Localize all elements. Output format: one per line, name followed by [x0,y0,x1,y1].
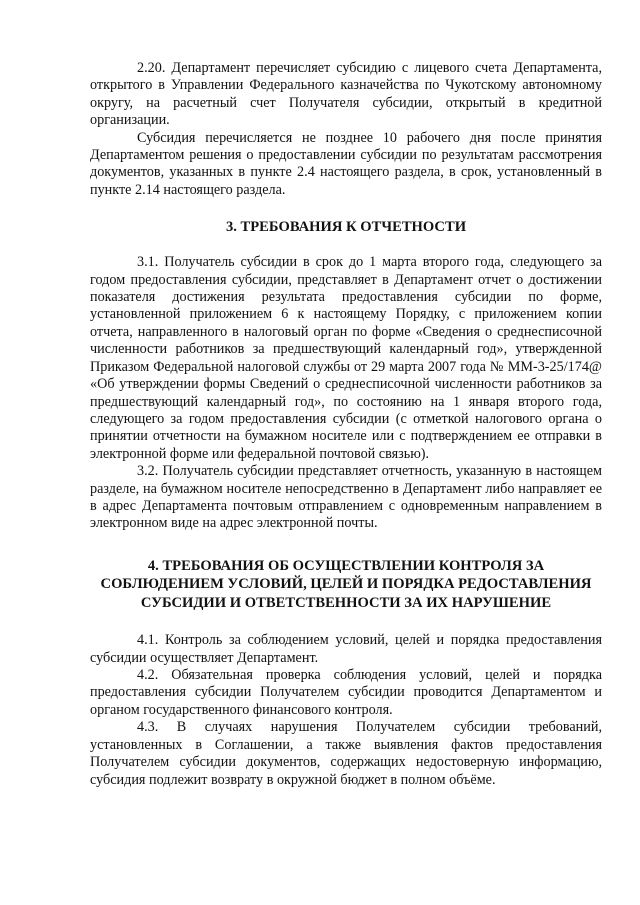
section-3-heading: 3. ТРЕБОВАНИЯ К ОТЧЕТНОСТИ [225,219,467,236]
paragraph-3-1: 3.1. Получатель субсидии в срок до 1 марта второго года, следующего за годом предоставления субсидии, представляет в Департамент отчет о достижении показателя достижения результата предоставления субсидии по форме, установленной приложением 6 к настоящему Порядку, с приложением копии отчета, направленного в налоговый орган по форме «Сведения о среднесписочной численности работников за предшествующий календарный год», утвержденной Приказом Федеральной налоговой службы от 29 марта 2007 года № ММ-3-25/174@ «Об утверждении формы Сведений о среднесписочной численности работников за предшествующий календарный год», по состоянию на 1 января второго года, следующего за годом предоставления субсидии (с отметкой налогового органа о принятии отчетности на бумажном носителе или с подтверждением ее отправки в электронной форме или федеральной почтовой связью). [90,254,602,462]
paragraph-4-1: 4.1. Контроль за соблюдением условий, целей и порядка предоставления субсидии осуществляет Департамент. [90,632,602,666]
paragraph-2-20-continued: Субсидия перечисляется не позднее 10 рабочего дня после принятия Департаментом решения о предоставлении субсидии по результатам рассмотрения документов, указанных в пункте 2.4 настоящего раздела, в срок, установленный в пункте 2.14 настоящего раздела. [90,129,602,198]
section-4-heading [90,557,602,613]
section-4-heading-line-1: 4. ТРЕБОВАНИЯ ОБ ОСУЩЕСТВЛЕНИИ КОНТРОЛЯ ЗА [147,557,545,574]
document-page [90,60,602,789]
paragraph-4-2: 4.2. Обязательная проверка соблюдения условий, целей и порядка предоставления субсидии Получателем субсидии проводится Департаментом и органом государственного финансового контроля. [90,667,602,718]
section-4-heading-line-3: СУБСИДИИ И ОТВЕТСТВЕННОСТИ ЗА ИХ НАРУШЕНИЕ [140,594,552,611]
paragraph-3-2: 3.2. Получатель субсидии представляет отчетность, указанную в настоящем разделе, на бумажном носителе непосредственно в Департамент либо направляет ее в адрес Департамента почтовым отправлением с одновременным направлением в электронном виде на адрес электронной почты. [90,463,602,532]
section-4-heading-line-2: СОБЛЮДЕНИЕМ УСЛОВИЙ, ЦЕЛЕЙ И ПОРЯДКА РЕДОСТАВЛЕНИЯ [100,576,592,593]
paragraph-4-3: 4.3. В случаях нарушения Получателем субсидии требований, установленных в Соглашении, а также выявления фактов предоставления Получателем субсидии документов, содержащих недостоверную информацию, субсидия подлежит возврату в окружной бюджет в полном объёме. [90,719,602,788]
paragraph-2-20: 2.20. Департамент перечисляет субсидию с лицевого счета Департамента, открытого в Управлении Федерального казначейства по Чукотскому автономному округу, на расчетный счет Получателя субсидии, открытый в кредитной организации. [90,60,602,129]
